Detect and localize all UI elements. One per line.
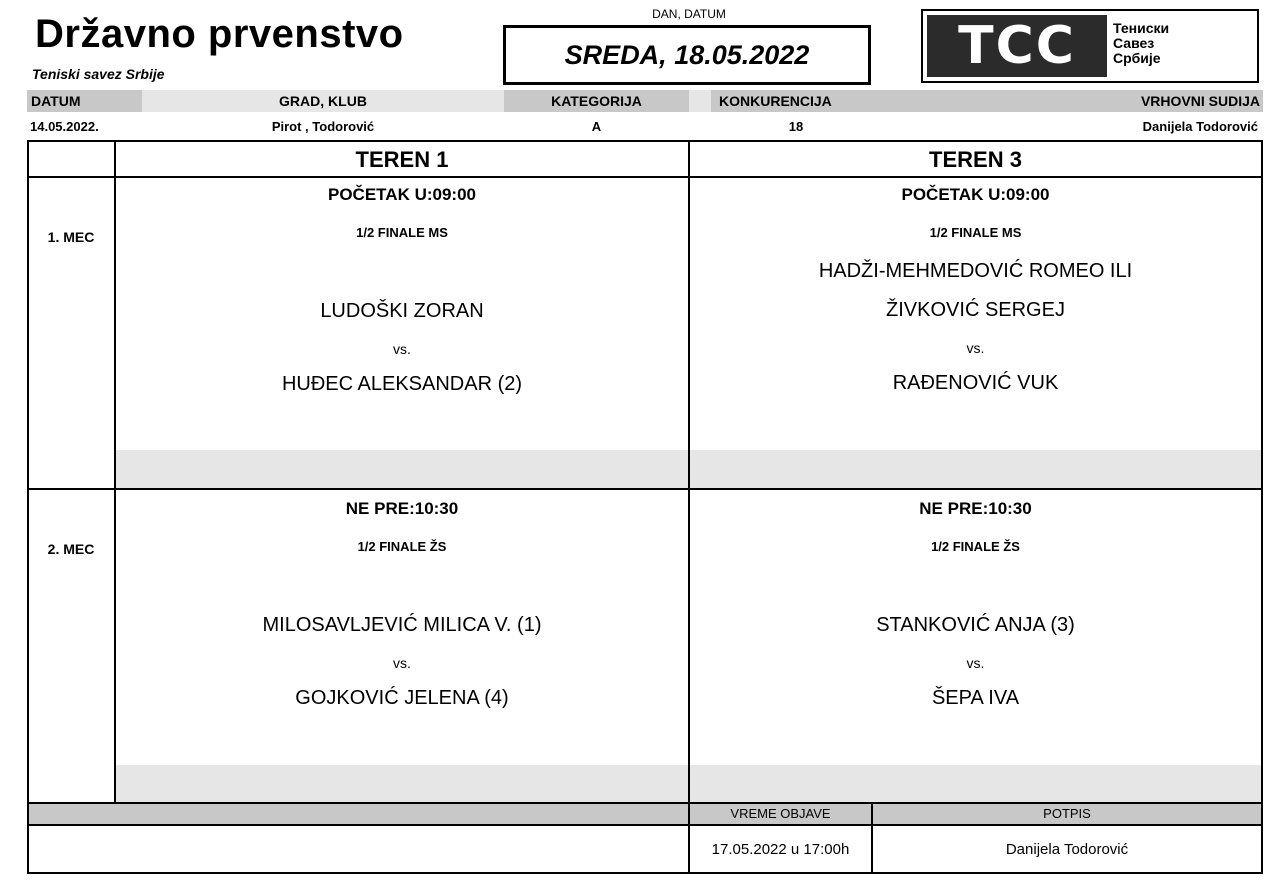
value-datum: 14.05.2022.: [30, 119, 99, 134]
label-datum: DATUM: [27, 90, 142, 112]
label-konkurencija: KONKURENCIJA: [719, 93, 832, 109]
player-2: ŠEPA IVA: [931, 687, 1020, 709]
match-cell: [690, 499, 1261, 710]
round-name: 1/2 FINALE ŽS: [357, 539, 447, 554]
page-title: Državno prvenstvo: [35, 12, 404, 56]
court-header-3: TEREN 3: [929, 147, 1022, 172]
versus: vs.: [966, 655, 985, 671]
label-spacer: [689, 90, 711, 112]
player-2: GOJKOVIĆ JELENA (4): [295, 687, 509, 709]
versus: vs.: [393, 341, 411, 357]
page-subtitle: Teniski savez Srbije: [32, 66, 165, 82]
logo-mark: TCC: [927, 15, 1107, 77]
signature-value: Danijela Todorović: [1005, 841, 1129, 858]
logo-line-1: Тениски: [1113, 20, 1170, 36]
player-2: RAĐENOVIĆ VUK: [892, 372, 1059, 394]
match-cell: [116, 185, 688, 396]
match-cell: [116, 499, 688, 710]
label-kategorija: KATEGORIJA: [504, 90, 689, 112]
published-label: VREME OBJAVE: [730, 806, 831, 821]
start-time: NE PRE:10:30: [919, 499, 1032, 518]
start-time: POČETAK U:09:00: [901, 185, 1050, 204]
published-value: 17.05.2022 u 17:00h: [711, 841, 850, 858]
start-time: NE PRE:10:30: [345, 499, 459, 518]
divider: [27, 176, 1263, 178]
value-konkurencija: 18: [788, 119, 804, 134]
logo-line-2: Савез: [1113, 35, 1155, 51]
court-header-1: TEREN 1: [355, 147, 449, 172]
logo-text: [1113, 21, 1253, 66]
player-1: LUDOŠKI ZORAN: [320, 300, 484, 322]
divider: [27, 824, 1263, 826]
player-1-alt: ŽIVKOVIĆ SERGEJ: [886, 299, 1065, 321]
match-label-1: 1. MEC: [47, 229, 95, 245]
label-grad: GRAD, KLUB: [142, 90, 504, 112]
player-1: STANKOVIĆ ANJA (3): [876, 614, 1075, 636]
player-1: HADŽI-MEHMEDOVIĆ ROMEO ILI: [818, 260, 1133, 282]
label-konkurencija-bar: [711, 90, 1263, 112]
round-name: 1/2 FINALE MS: [929, 225, 1022, 240]
divider: [27, 488, 1263, 490]
logo-line-3: Србије: [1113, 50, 1161, 66]
day-date-label: DAN, DATUM: [652, 7, 726, 21]
round-name: 1/2 FINALE ŽS: [931, 539, 1020, 554]
match-label-2: 2. MEC: [47, 541, 95, 557]
match-cell: [690, 185, 1261, 395]
value-kategorija: A: [591, 119, 602, 134]
signature-label: POTPIS: [1043, 806, 1091, 821]
day-date-value: SREDA, 18.05.2022: [564, 39, 810, 70]
versus: vs.: [966, 340, 985, 356]
player-2: HUĐEC ALEKSANDAR (2): [281, 373, 523, 395]
federation-logo: [921, 9, 1259, 83]
value-sudija: Danijela Todorović: [1142, 119, 1258, 134]
day-date-box: [503, 25, 871, 85]
value-grad: Pirot , Todorović: [271, 119, 375, 134]
player-1: MILOSAVLJEVIĆ MILICA V. (1): [262, 614, 542, 636]
label-sudija: VRHOVNI SUDIJA: [1140, 93, 1260, 109]
start-time: POČETAK U:09:00: [328, 185, 476, 204]
round-name: 1/2 FINALE MS: [356, 225, 448, 240]
versus: vs.: [393, 655, 411, 671]
